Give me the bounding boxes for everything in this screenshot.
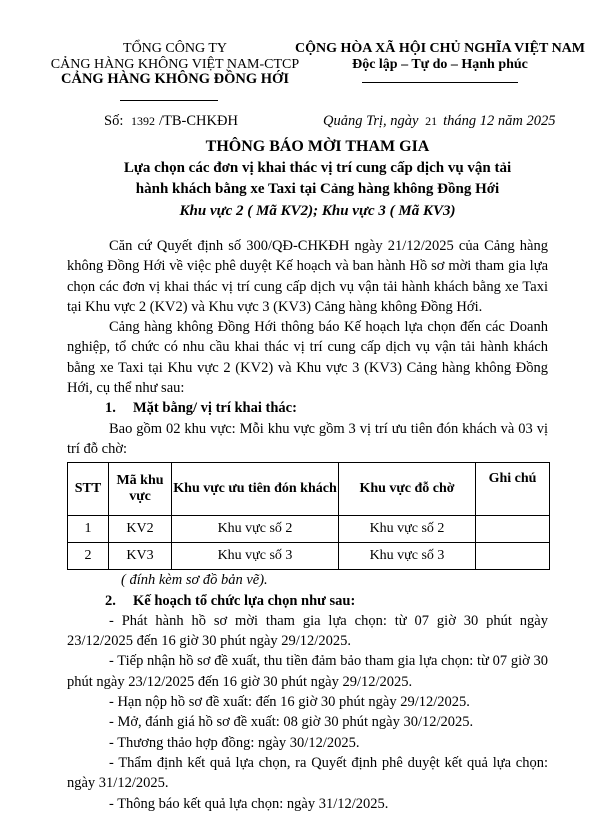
- cell: [476, 516, 550, 543]
- column-header: Ghi chú: [476, 463, 550, 516]
- place-date: [323, 113, 555, 130]
- number-value: 1392: [130, 114, 155, 128]
- section-title: Kế hoạch tổ chức lựa chọn như sau:: [133, 592, 356, 609]
- document-number: [104, 113, 238, 130]
- table-caption: ( đính kèm sơ đồ bản vẽ).: [121, 572, 268, 589]
- cell: 2: [68, 543, 109, 570]
- document-title: [30, 136, 605, 222]
- cell: Khu vực số 3: [172, 543, 339, 570]
- title-areas: Khu vực 2 ( Mã KV2); Khu vực 3 ( Mã KV3): [179, 202, 456, 219]
- title-subject: hành khách bằng xe Taxi tại Cảng hàng không Đồng Hới: [135, 181, 500, 197]
- place-date-text: Quảng Trị, ngày: [323, 113, 419, 129]
- document-body: [67, 236, 548, 814]
- table-header: [68, 463, 550, 516]
- motto: Độc lập – Tự do – Hạnh phúc: [352, 56, 528, 72]
- cell: Khu vực số 3: [339, 543, 476, 570]
- section-heading: [67, 591, 548, 611]
- schedule-item: - Thông báo kết quả lựa chọn: ngày 31/12/2025.: [109, 795, 389, 812]
- cell: Khu vực số 2: [172, 516, 339, 543]
- cell: Khu vực số 2: [339, 516, 476, 543]
- paragraph: Cảng hàng không Đồng Hới thông báo Kế hoạch lựa chọn đến các Doanh nghiệp, tổ chức có nhu cầu khai thác vị trí cung cấp dịch vụ vận tải hành khách bằng xe Taxi tại Khu vực 2 (KV2) và Khu vực 3 (KV3) Cảng hàng không Đồng Hới, cụ thể như sau:: [67, 319, 548, 397]
- column-header: Mã khu vực: [109, 463, 172, 516]
- section-number: 2.: [105, 592, 116, 609]
- national-motto: [290, 41, 590, 72]
- schedule-item: - Hạn nộp hồ sơ đề xuất: đến 16 giờ 30 phút ngày 29/12/2025.: [109, 694, 470, 711]
- cell: [476, 543, 550, 570]
- section-number: 1.: [105, 400, 116, 417]
- divider: [120, 100, 218, 101]
- schedule-item: - Mở, đánh giá hồ sơ đề xuất: 08 giờ 30 phút ngày 30/12/2025.: [109, 714, 474, 731]
- schedule-item: - Thương thảo hợp đồng: ngày 30/12/2025.: [109, 734, 360, 751]
- date-day: 21: [425, 114, 438, 128]
- table-row: [68, 543, 550, 570]
- title-subject: Lựa chọn các đơn vị khai thác vị trí cung cấp dịch vụ vận tải: [123, 159, 512, 176]
- cell: KV3: [109, 543, 172, 570]
- schedule-item: - Thẩm định kết quả lựa chọn, ra Quyết định phê duyệt kết quả lựa chọn: ngày 31/12/2025.: [67, 754, 548, 792]
- paragraph: Căn cứ Quyết định số 300/QĐ-CHKĐH ngày 21/12/2025 của Cảng hàng không Đồng Hới về việc phê duyệt Kế hoạch và ban hành Hồ sơ mời tham gia lựa chọn các đơn vị khai thác vị trí cung cấp dịch vụ vận tải hành khách bằng xe Taxi tại Khu vực 2 (KV2) và Khu vực 3 (KV3) Cảng hàng không Đồng Hới.: [67, 238, 548, 315]
- section-heading: [67, 398, 548, 418]
- place-date-text: tháng 12 năm 2025: [443, 113, 556, 129]
- area-table: [67, 462, 550, 570]
- divider: [362, 82, 518, 83]
- issuer-line: CẢNG HÀNG KHÔNG ĐỒNG HỚI: [61, 71, 289, 87]
- number-suffix: /TB-CHKĐH: [158, 113, 238, 129]
- number-prefix: Số:: [104, 113, 124, 129]
- cell: KV2: [109, 516, 172, 543]
- column-header: Khu vực đỗ chờ: [339, 463, 476, 516]
- issuer-line: CẢNG HÀNG KHÔNG VIỆT NAM-CTCP: [50, 56, 300, 72]
- schedule-item: - Phát hành hồ sơ mời tham gia lựa chọn: từ 07 giờ 30 phút ngày 23/12/2025 đến 16 giờ 30 phút ngày 29/12/2025.: [67, 612, 548, 650]
- schedule-item: - Tiếp nhận hồ sơ đề xuất, thu tiền đảm bảo tham gia lựa chọn: từ 07 giờ 30 phút ngày 23/12/2025 đến 16 giờ 30 phút ngày 29/12/2025.: [67, 653, 548, 690]
- column-header: STT: [68, 463, 109, 516]
- country-name: CỘNG HÒA XÃ HỘI CHỦ NGHĨA VIỆT NAM: [294, 41, 585, 56]
- column-header: Khu vực ưu tiên đón khách: [172, 463, 339, 516]
- issuer-line: TỔNG CÔNG TY: [123, 41, 227, 56]
- cell: 1: [68, 516, 109, 543]
- issuer-block: [30, 41, 320, 88]
- paragraph: Bao gồm 02 khu vực: Mỗi khu vực gồm 3 vị trí ưu tiên đón khách và 03 vị trí đỗ chờ:: [67, 420, 548, 457]
- title-heading: THÔNG BÁO MỜI THAM GIA: [205, 138, 430, 155]
- section-title: Mặt bằng/ vị trí khai thác:: [133, 400, 297, 417]
- table-row: [68, 516, 550, 543]
